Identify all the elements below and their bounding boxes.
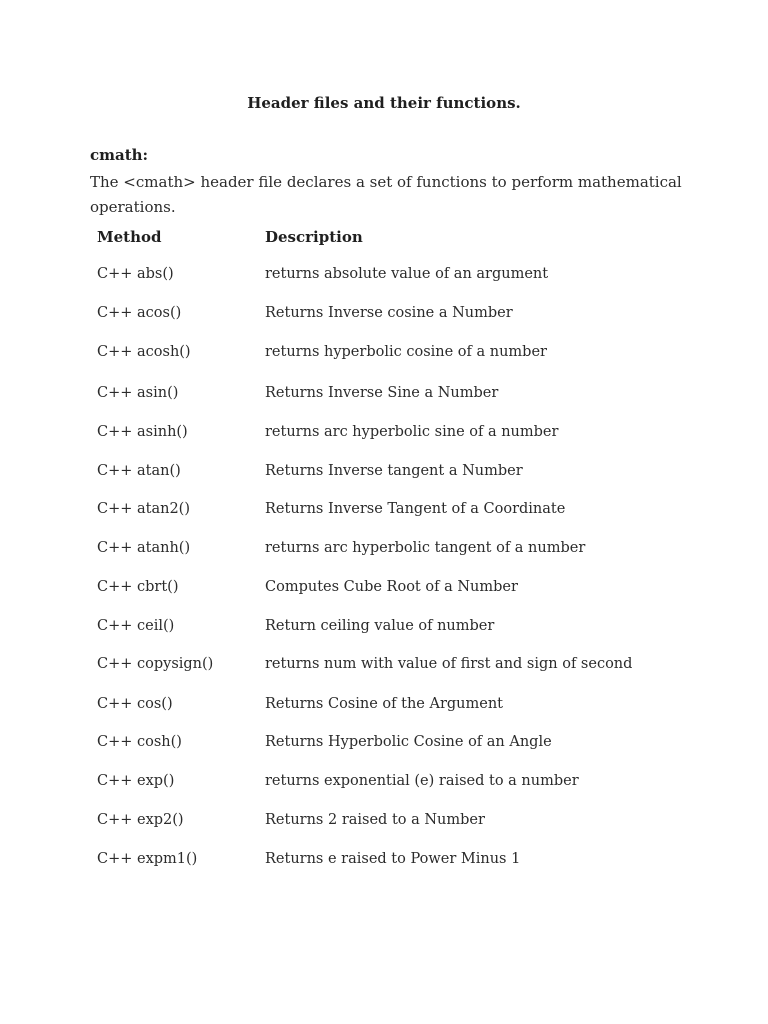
- method-cell: C++ cos(): [97, 696, 173, 712]
- method-cell: C++ expm1(): [97, 851, 198, 867]
- table-row: [97, 385, 697, 407]
- description-cell: Returns Hyperbolic Cosine of an Angle: [265, 734, 552, 750]
- description-cell: Returns Inverse Tangent of a Coordinate: [265, 501, 566, 517]
- method-cell: C++ copysign(): [97, 656, 214, 672]
- method-column-header: Method: [97, 228, 162, 246]
- table-row: [97, 579, 697, 601]
- description-cell: Return ceiling value of number: [265, 618, 495, 634]
- description-cell: Returns Inverse cosine a Number: [265, 305, 513, 321]
- description-cell: Returns e raised to Power Minus 1: [265, 851, 521, 867]
- table-row: [97, 773, 697, 795]
- description-cell: returns exponential (e) raised to a number: [265, 773, 579, 789]
- description-cell: Returns Cosine of the Argument: [265, 696, 503, 712]
- method-cell: C++ asin(): [97, 385, 179, 401]
- table-row: [97, 696, 697, 718]
- method-cell: C++ exp(): [97, 773, 175, 789]
- table-row: [97, 540, 697, 562]
- description-cell: returns hyperbolic cosine of a number: [265, 344, 547, 360]
- table-row: [97, 812, 697, 834]
- table-row: [97, 266, 697, 288]
- table-header-row: [97, 228, 697, 250]
- description-cell: returns arc hyperbolic tangent of a number: [265, 540, 586, 556]
- method-cell: C++ abs(): [97, 266, 174, 282]
- description-cell: returns arc hyperbolic sine of a number: [265, 424, 559, 440]
- description-cell: Returns 2 raised to a Number: [265, 812, 485, 828]
- description-column-header: Description: [265, 228, 363, 246]
- table-row: [97, 424, 697, 446]
- description-cell: returns num with value of first and sign of second: [265, 656, 633, 672]
- method-cell: C++ asinh(): [97, 424, 188, 440]
- table-row: [97, 734, 697, 756]
- method-cell: C++ cbrt(): [97, 579, 179, 595]
- section-heading: cmath:: [90, 146, 149, 164]
- method-cell: C++ acos(): [97, 305, 182, 321]
- table-row: [97, 344, 697, 366]
- method-cell: C++ exp2(): [97, 812, 184, 828]
- table-row: [97, 501, 697, 523]
- method-cell: C++ atan2(): [97, 501, 190, 517]
- table-row: [97, 851, 697, 873]
- description-cell: Computes Cube Root of a Number: [265, 579, 518, 595]
- method-cell: C++ cosh(): [97, 734, 182, 750]
- table-row: [97, 463, 697, 485]
- description-cell: Returns Inverse Sine a Number: [265, 385, 499, 401]
- method-cell: C++ atanh(): [97, 540, 191, 556]
- description-cell: returns absolute value of an argument: [265, 266, 549, 282]
- method-cell: C++ acosh(): [97, 344, 191, 360]
- document-title: Header files and their functions.: [247, 94, 521, 112]
- table-row: [97, 618, 697, 640]
- section-intro: The <cmath> header file declares a set of functions to perform mathematical operations.: [90, 173, 682, 216]
- method-cell: C++ ceil(): [97, 618, 175, 634]
- table-row: [97, 305, 697, 327]
- method-cell: C++ atan(): [97, 463, 181, 479]
- description-cell: Returns Inverse tangent a Number: [265, 463, 523, 479]
- table-row: [97, 656, 697, 678]
